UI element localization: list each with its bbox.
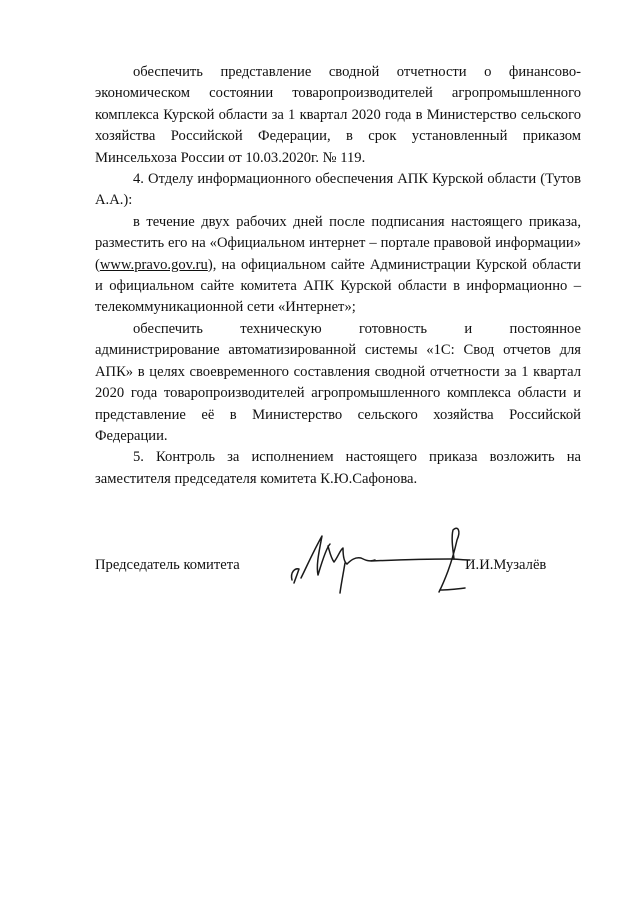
paragraph-reporting: обеспечить представление сводной отчетности о финансово-экономическом состоянии товаропроизводителей агропромышленного комплекса Курской области за 1 квартал 2020 года в Министерство сельского хозяйства Российской Федерации, в срок установленный приказом Минсельхоза России от 10.03.2020г. № 119. — [95, 64, 581, 166]
system-administration-text: администрирование автоматизированной системы «1С: Свод отчетов для АПК» в целях своевременного составления сводной отчетности за 1 квартал 2020 года товаропроизводителей агропромышленного комплекса области и представление её в Министерство сельского хозяйства Российской Федерации. — [95, 342, 581, 444]
paragraph-item-5: 5. Контроль за исполнением настоящего приказа возложить на заместителя председателя комитета К.Ю.Сафонова. — [95, 449, 581, 487]
system-administration-first-line: обеспечить техническую готовность и постоянное — [133, 320, 581, 337]
signatory-title: Председатель комитета — [95, 557, 240, 573]
publication-text-end: ), на официальном сайте Администрации Курской области и официальном сайте комитета АПК Курской области в информационно – телекоммуникационной сети «Интернет»; — [95, 256, 581, 316]
pravo-gov-link[interactable]: www.pravo.gov.ru — [99, 256, 208, 273]
signatory-name: И.И.Музалёв — [465, 557, 547, 573]
paragraph-publication — [95, 212, 581, 319]
document-body — [95, 62, 581, 490]
signature-block — [95, 520, 581, 610]
publication-text-start: в течение двух рабочих дней после подписания настоящего приказа, разместить его на «Официальном интернет – портале правовой информации» ( — [95, 213, 581, 273]
paragraph-system-administration — [95, 319, 581, 447]
handwritten-signature — [285, 520, 475, 600]
paragraph-item-4: 4. Отделу информационного обеспечения АПК Курской области (Тутов А.А.): — [95, 171, 581, 209]
